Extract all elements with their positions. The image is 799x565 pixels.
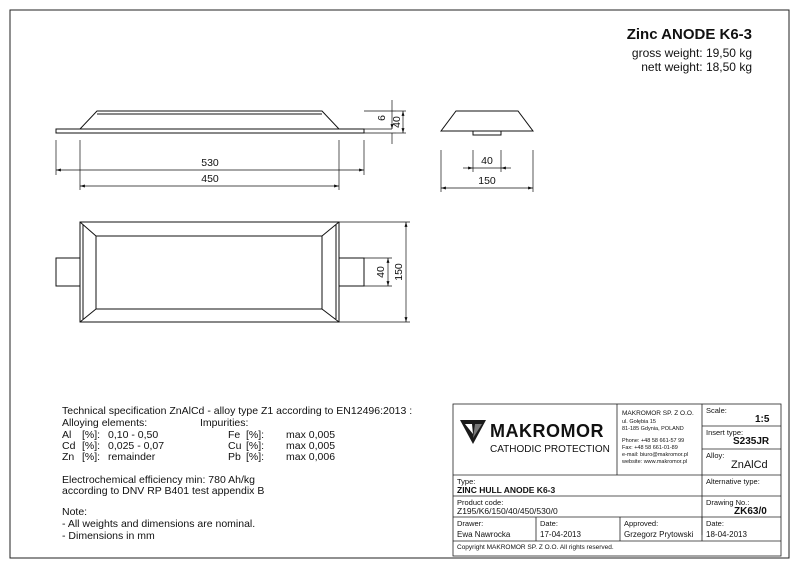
alloy-row-el: Cd (62, 440, 76, 452)
date-label: Date: (540, 519, 558, 528)
impurity-unit: [%]: (246, 429, 265, 441)
insert-type-label: Insert type: (706, 428, 744, 437)
note-item: - Dimensions in mm (62, 530, 155, 542)
alloy-row-val: 0,10 - 0,50 (108, 429, 159, 441)
approved-value: Grzegorz Prytowski (624, 530, 694, 539)
impurity-el: Fe (228, 429, 241, 441)
impurity-el: Cu (228, 440, 242, 452)
drawer-label: Drawer: (457, 519, 484, 528)
company-address: 81-185 Gdynia, POLAND (622, 426, 684, 432)
company-address: ul. Gołębia 15 (622, 419, 656, 425)
alloy-row-val: 0,025 - 0,07 (108, 440, 165, 452)
dim-150-plan: 150 (393, 263, 405, 281)
dim-40-end: 40 (481, 155, 493, 167)
nett-weight: nett weight: 18,50 kg (641, 60, 752, 74)
scale-label: Scale: (706, 406, 727, 415)
impurity-val: max 0,005 (286, 440, 336, 452)
alloy-row-unit: [%]: (82, 429, 101, 441)
impurity-val: max 0,005 (286, 429, 336, 441)
dim-40-side: 40 (391, 116, 403, 128)
impurity-val: max 0,006 (286, 451, 336, 463)
alternative-type-label: Alternative type: (706, 477, 760, 486)
dim-530: 530 (201, 157, 219, 169)
dim-6: 6 (376, 115, 388, 121)
alloy-row-el: Al (62, 429, 72, 441)
efficiency-line: Electrochemical efficiency min: 780 Ah/kg (62, 474, 255, 486)
plan-view (56, 222, 364, 322)
alloy-row-unit: [%]: (82, 451, 101, 463)
company-name: MAKROMOR SP. Z O.O. (622, 410, 694, 417)
alloying-header: Alloying elements: (62, 417, 148, 429)
company-phone: Phone: +48 58 661-57 99 (622, 438, 685, 444)
dim-450: 450 (201, 173, 219, 185)
efficiency-standard: according to DNV RP B401 test appendix B (62, 485, 265, 497)
end-view (441, 111, 533, 135)
gross-weight: gross weight: 19,50 kg (631, 46, 752, 60)
type-value: ZINC HULL ANODE K6-3 (457, 485, 556, 495)
alloy-label: Alloy: (706, 451, 725, 460)
impurity-unit: [%]: (246, 451, 265, 463)
drawing-number-value: ZK63/0 (734, 506, 767, 517)
note-item: - All weights and dimensions are nominal. (62, 518, 256, 530)
product-code-label: Product code: (457, 498, 504, 507)
date-label: Date: (706, 519, 724, 528)
drawn-date-value: 17-04-2013 (540, 530, 581, 539)
approved-label: Approved: (624, 519, 659, 528)
product-code-value: Z195/K6/150/40/450/530/0 (457, 506, 558, 516)
scale-value: 1:5 (755, 414, 770, 425)
makromor-logo-icon (460, 420, 486, 444)
dim-150-end: 150 (478, 175, 496, 187)
alloy-row-el: Zn (62, 451, 75, 463)
company-fax: Fax: +48 58 661-01-89 (622, 445, 678, 451)
copyright-notice: Copyright MAKROMOR SP. Z O.O. All rights reserved. (457, 544, 614, 551)
impurity-unit: [%]: (246, 440, 265, 452)
dim-40-plan: 40 (375, 266, 387, 278)
side-view (56, 111, 364, 133)
impurity-el: Pb (228, 451, 241, 463)
impurities-header: Impurities: (200, 417, 249, 429)
drawing-number-label: Drawing No.: (706, 498, 750, 507)
spec-line: Technical specification ZnAlCd - alloy type Z1 according to EN12496:2013 : (62, 405, 413, 417)
note-title: Note: (62, 506, 88, 518)
alloy-row-unit: [%]: (82, 440, 101, 452)
alloy-row-val: remainder (108, 451, 156, 463)
company-email: e-mail: biuro@makromor.pl (622, 452, 689, 458)
alloy-value: ZnAlCd (731, 459, 768, 471)
drawing-title: Zinc ANODE K6-3 (626, 26, 752, 43)
insert-type-value: S235JR (733, 436, 770, 447)
brand-name: MAKROMOR (490, 421, 604, 441)
brand-subtitle: CATHODIC PROTECTION (490, 444, 610, 455)
approved-date-value: 18-04-2013 (706, 530, 747, 539)
type-label: Type: (457, 477, 476, 486)
drawer-value: Ewa Nawrocka (457, 530, 511, 539)
company-website: website: www.makromor.pl (622, 459, 688, 465)
